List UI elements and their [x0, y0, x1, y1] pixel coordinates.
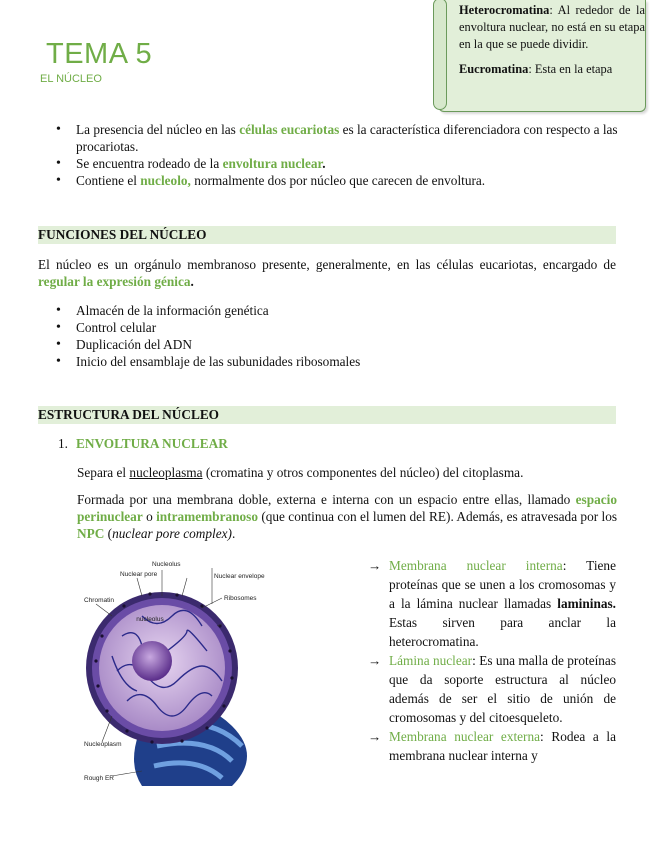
list-item: • Almacén de la información genética [38, 302, 618, 319]
arrow-icon: → [368, 558, 382, 573]
list-item: • Control celular [38, 319, 618, 336]
figure-label: Nuclear pore [120, 571, 158, 578]
nucleolus-shape [132, 641, 172, 681]
note-curl-icon [433, 0, 447, 110]
arrow-icon: → [368, 653, 382, 668]
list-item: • Inicio del ensamblaje de las subunidades ribosomales [38, 353, 618, 370]
funciones-list [38, 302, 618, 370]
list-item: • Se encuentra rodeado de la envoltura nuclear. [38, 155, 618, 172]
envoltura-paragraph-2: Formada por una membrana doble, externa e interna con un espacio entre ellas, llamado espacio perinuclear o intramembranoso (que continua con el lumen del RE). Además, es atravesada por los NPC (nuclear pore complex). [77, 492, 618, 541]
envoltura-paragraph-1: Separa el nucleoplasma (cromatina y otros componentes del núcleo) del citoplasma. [77, 465, 524, 480]
note-eucromatina: Eucromatina: Esta en la etapa [459, 62, 613, 76]
figure-label: Nuclear envelope [214, 573, 265, 580]
note-text [459, 2, 645, 78]
list-item: → Membrana nuclear interna: Tiene proteínas que se unen a los cromosomas y a la lámina nuclear llamadas lamininas. Estas sirven para anclar la heterocromatina. [368, 558, 616, 649]
nucleus-diagram [82, 556, 278, 792]
figure-label: Nucleolus [152, 561, 181, 568]
intro-list [38, 121, 618, 189]
funciones-paragraph: El núcleo es un orgánulo membranoso presente, generalmente, en las células eucariotas, encargado de regular la expresión génica. [38, 257, 616, 289]
note-heterocromatina: Heterocromatina: Al rededor de la envoltura nuclear, no está en su etapa en la que se puede dividir. [459, 3, 645, 51]
arrow-list [368, 556, 616, 765]
arrow-icon: → [368, 729, 382, 744]
side-note [438, 0, 646, 112]
figure-label: Nucleoplasm [84, 741, 122, 748]
section-heading-estructura: ESTRUCTURA DEL NÚCLEO [38, 406, 616, 424]
page-title: TEMA 5 [46, 38, 153, 70]
list-item: → Lámina nuclear: Es una malla de proteínas que da soporte estructura al núcleo además de ser el sitio de unión de cromosomas y del citoesqueleto. [368, 653, 617, 725]
figure-label: Chromatin [84, 597, 114, 604]
page-subtitle: EL NÚCLEO [40, 73, 102, 85]
section-heading-funciones: FUNCIONES DEL NÚCLEO [38, 226, 616, 244]
figure-label: Rough ER [84, 775, 114, 782]
list-item: → Membrana nuclear externa: Rodea a la membrana nuclear interna y [368, 729, 616, 763]
list-item: • La presencia del núcleo en las células eucariotas es la característica diferenciadora con respecto a las procariotas. [38, 121, 618, 155]
list-item: • Contiene el nucleolo, normalmente dos por núcleo que carecen de envoltura. [38, 172, 618, 189]
list-item: • Duplicación del ADN [38, 336, 618, 353]
figure-label: nucleolus [136, 616, 164, 623]
numbered-item-envoltura: 1. ENVOLTURA NUCLEAR [58, 436, 228, 451]
figure-label: Ribosomes [224, 595, 257, 602]
